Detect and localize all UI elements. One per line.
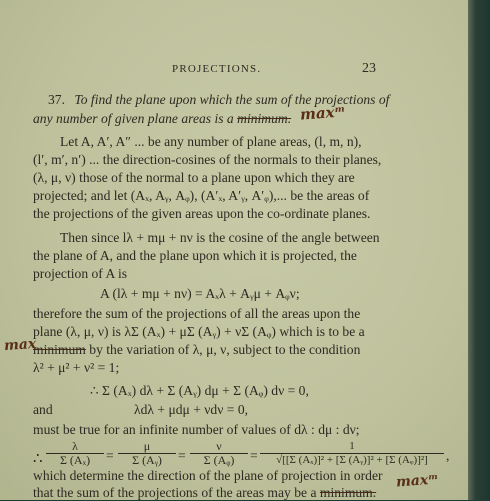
body-line: projected; and let (Aₓ, Aᵧ, Aᵩ), (A′ₓ, A′ᵧ, A′ᵩ),... be the areas of xyxy=(33,188,370,203)
body-text: by the variation of λ, μ, ν, subject to the condition xyxy=(89,342,361,357)
section-title-1: To find the plane upon which the sum of the projections of xyxy=(74,92,390,107)
running-title: PROJECTIONS. xyxy=(172,63,262,75)
body-line xyxy=(33,485,376,501)
body-line: must be true for an infinite number of values of dλ : dμ : dν; xyxy=(33,422,360,437)
body-line: Then since lλ + mμ + nν is the cosine of the angle between xyxy=(60,230,380,245)
fraction xyxy=(46,440,104,467)
body-line: therefore the sum of the projections of all the areas upon the xyxy=(33,306,361,321)
fraction-denominator: Σ (Aᵩ) xyxy=(190,453,248,467)
fraction xyxy=(260,440,444,467)
fraction-denominator: √[[Σ (Aₓ)]² + [Σ (Aᵧ)]² + [Σ (Aᵩ)]²] xyxy=(260,453,444,467)
fraction-numerator: 1 xyxy=(349,440,355,452)
handwritten-annotation: max xyxy=(3,335,37,355)
section-title-2: any number of given plane areas is a xyxy=(33,111,234,126)
fraction-denominator: Σ (Aₓ) xyxy=(46,453,104,467)
fraction xyxy=(190,440,248,467)
equals-sign: = xyxy=(106,448,114,463)
body-line: plane (λ, μ, ν) is λΣ (Aₓ) + μΣ (Aᵧ) + νΣ (Aᵩ) which is to be a xyxy=(33,324,365,339)
section-heading-line-2 xyxy=(33,111,291,127)
fraction-denominator: Σ (Aᵧ) xyxy=(118,453,176,467)
therefore-sign: ∴ xyxy=(33,451,43,467)
body-line: and xyxy=(33,402,53,417)
equation: λdλ + μdμ + νdν = 0, xyxy=(134,402,249,417)
fraction-numerator: λ xyxy=(72,439,78,453)
body-line: the plane of A, and the plane upon which it is projected, the xyxy=(33,248,357,263)
body-text: that the sum of the projections of the areas may be a xyxy=(33,485,317,500)
equation: A (lλ + mμ + nν) = Aₓλ + Aᵧμ + Aᵩν; xyxy=(100,286,300,301)
body-line xyxy=(33,342,360,358)
page-header xyxy=(0,63,470,81)
equation: λ² + μ² + ν² = 1; xyxy=(33,360,120,375)
page-number: 23 xyxy=(362,61,376,76)
body-line: (l′, m′, n′) ... the direction-cosines of the normals to their planes, xyxy=(33,152,382,167)
struck-word: minimum. xyxy=(237,111,292,126)
struck-word: minimum xyxy=(33,342,86,357)
body-line: projection of A is xyxy=(33,266,128,281)
fraction-numerator: μ xyxy=(143,439,151,453)
fraction-numerator: ν xyxy=(216,439,222,453)
body-line: Let A, A′, A″ ... be any number of plane areas, (l, m, n), xyxy=(60,134,362,149)
body-line: the projections of the given areas upon the co-ordinate planes. xyxy=(33,206,371,221)
equals-sign: = xyxy=(250,448,258,463)
handwritten-annotation: maxᵐ xyxy=(395,471,439,491)
comma: , xyxy=(446,448,450,463)
equation: ∴ Σ (Aₓ) dλ + Σ (Aᵧ) dμ + Σ (Aᵩ) dν = 0, xyxy=(90,383,309,398)
book-spine-edge xyxy=(468,0,490,500)
equals-sign: = xyxy=(178,448,186,463)
section-number: 37. xyxy=(48,92,65,107)
struck-word: minimum. xyxy=(319,485,377,500)
body-line: (λ, μ, ν) those of the normal to a plane upon which they are xyxy=(33,170,355,185)
handwritten-annotation: maxᵐ xyxy=(299,102,347,124)
body-line: which determine the direction of the plane of projection in order xyxy=(33,468,383,483)
fraction xyxy=(118,440,176,467)
